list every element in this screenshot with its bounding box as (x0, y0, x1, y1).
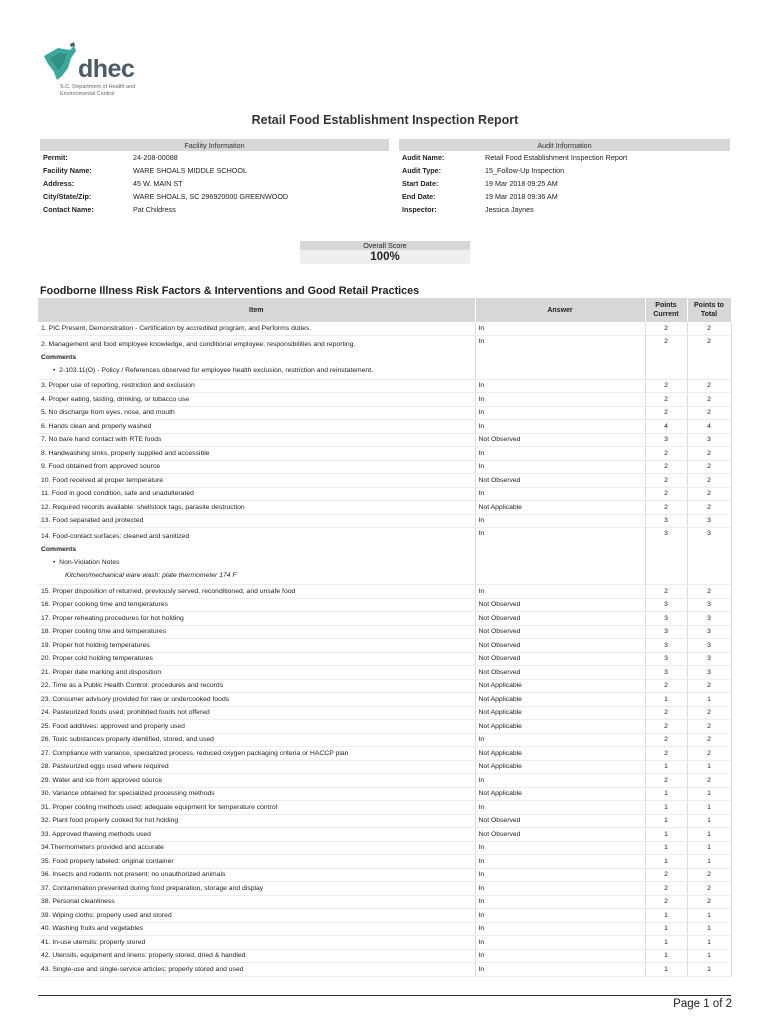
table-row (38, 909, 731, 923)
item-points-total: 2 (687, 460, 731, 474)
comments-heading: Comments (41, 546, 77, 553)
item-answer: In (475, 733, 645, 747)
item-text: 3. Proper use of reporting, restriction and exclusion (41, 382, 195, 390)
item-answer: In (475, 855, 645, 869)
item-text: 19. Proper hot holding temperatures (41, 641, 150, 649)
info-row (40, 190, 730, 203)
item-points-current: 2 (645, 460, 687, 474)
item-points-current: 2 (645, 322, 687, 335)
item-text: 8. Handwashing sinks, properly supplied and accessible (41, 449, 210, 457)
item-points-total: 4 (687, 420, 731, 434)
item-points-total: 2 (687, 882, 731, 896)
info-row (40, 164, 730, 177)
item-answer: Not Observed (475, 639, 645, 653)
item-points-current: 3 (645, 666, 687, 680)
item-answer: Not Observed (475, 666, 645, 680)
item-text: 28. Pasteurized eggs used where required (41, 763, 169, 771)
item-text: 7. No bare hand contact with RTE foods (41, 436, 162, 444)
item-points-current: 2 (645, 379, 687, 393)
item-text: 17. Proper reheating procedures for hot holding (41, 614, 184, 622)
item-answer: In (475, 420, 645, 434)
item-points-total: 2 (687, 335, 731, 379)
table-row (38, 693, 731, 707)
item-text: 26. Toxic substances properly identified, stored, and used (41, 736, 214, 744)
item-points-current: 2 (645, 774, 687, 788)
comments-heading: Comments (41, 353, 77, 361)
facility-label: Facility Name: (43, 166, 92, 175)
item-points-total: 2 (687, 379, 731, 393)
item-points-total: 2 (687, 487, 731, 501)
item-points-current: 3 (645, 652, 687, 666)
facility-value: WARE SHOALS, SC 296920000 GREENWOOD (133, 192, 289, 201)
item-text: 14. Food-contact surfaces: cleaned and sanitized (41, 533, 190, 540)
item-points-total: 1 (687, 855, 731, 869)
audit-value: 19 Mar 2018 09:25 AM (485, 179, 558, 188)
comment-bullet (41, 556, 472, 569)
item-points-current: 1 (645, 963, 687, 977)
table-row (38, 922, 731, 936)
item-points-total: 3 (687, 625, 731, 639)
item-answer: Not Observed (475, 652, 645, 666)
item-text: 39. Wiping cloths: properly used and stored (41, 911, 172, 919)
audit-label: End Date: (402, 192, 436, 201)
item-points-total: 2 (687, 706, 731, 720)
table-row (38, 625, 731, 639)
item-points-total: 2 (687, 585, 731, 599)
table-header-row (38, 298, 731, 322)
comment-bullet (41, 364, 472, 377)
audit-value: 15_Follow-Up Inspection (485, 166, 565, 175)
item-points-total: 3 (687, 652, 731, 666)
table-row (38, 787, 731, 801)
item-points-current: 2 (645, 679, 687, 693)
item-text: 24. Pasteurized foods used; prohibited foods not offered (41, 709, 210, 717)
item-answer: Not Observed (475, 612, 645, 626)
item-text: 41. In-use utensils: properly stored (41, 938, 146, 946)
facility-value: WARE SHOALS MIDDLE SCHOOL (133, 166, 247, 175)
item-points-total: 1 (687, 760, 731, 774)
item-points-total: 2 (687, 747, 731, 761)
item-points-current: 2 (645, 895, 687, 909)
item-points-current: 2 (645, 474, 687, 488)
item-answer: In (475, 801, 645, 815)
item-text: 31. Proper cooling methods used; adequate equipment for temperature control (41, 803, 278, 811)
item-answer: In (475, 514, 645, 528)
item-points-current: 1 (645, 693, 687, 707)
item-points-total: 1 (687, 841, 731, 855)
table-row (38, 406, 731, 420)
item-points-current: 2 (645, 868, 687, 882)
item-points-current: 1 (645, 949, 687, 963)
item-points-current: 3 (645, 528, 687, 585)
item-text: 10. Food received at proper temperature (41, 476, 164, 484)
table-row (38, 720, 731, 734)
item-points-total: 3 (687, 433, 731, 447)
item-text: 2. Management and food employee knowledge, and conditional employee; responsibilities and reporting. (41, 340, 356, 348)
item-points-current: 1 (645, 828, 687, 842)
item-points-total: 2 (687, 406, 731, 420)
audit-value: Retail Food Establishment Inspection Report (485, 153, 628, 162)
item-points-total: 2 (687, 322, 731, 335)
item-answer: In (475, 895, 645, 909)
item-answer: Not Observed (475, 474, 645, 488)
item-answer: Not Applicable (475, 679, 645, 693)
comment-text: Non-Violation Notes (59, 559, 120, 566)
item-answer: In (475, 774, 645, 788)
item-answer: Not Applicable (475, 706, 645, 720)
page-number: Page 1 of 2 (673, 998, 732, 1010)
facility-value: Pat Childress (133, 205, 176, 214)
table-row (38, 585, 731, 599)
item-answer: In (475, 487, 645, 501)
item-text: 33. Approved thawing methods used (41, 830, 151, 838)
item-points-total: 1 (687, 936, 731, 950)
table-row (38, 612, 731, 626)
table-row (38, 814, 731, 828)
audit-info-header: Audit Information (399, 139, 730, 151)
facility-label: City/State/Zip: (43, 192, 92, 201)
item-text: 29. Water and ice from approved source (41, 776, 163, 784)
item-text: 25. Food additives: approved and properly used (41, 722, 185, 730)
item-points-total: 2 (687, 679, 731, 693)
table-row (38, 747, 731, 761)
item-points-total: 2 (687, 733, 731, 747)
item-text: 9. Food obtained from approved source (41, 463, 161, 471)
item-answer: Not Observed (475, 598, 645, 612)
item-text: 30. Variance obtained for specialized processing methods (41, 790, 215, 798)
item-points-total: 2 (687, 774, 731, 788)
audit-value: 19 Mar 2018 09:36 AM (485, 192, 558, 201)
item-text: 37. Contamination prevented during food preparation, storage and display (41, 884, 264, 892)
item-text: 1. PIC Present, Demonstration - Certification by accredited program, and Performs duties. (41, 324, 312, 332)
item-answer: Not Applicable (475, 693, 645, 707)
info-row (40, 151, 730, 164)
item-points-total: 3 (687, 514, 731, 528)
item-answer: In (475, 447, 645, 461)
item-text: 43. Single-use and single-service articles; properly stored and used (41, 965, 244, 973)
item-points-total: 3 (687, 598, 731, 612)
item-points-total: 1 (687, 787, 731, 801)
item-points-current: 2 (645, 447, 687, 461)
comment-text: 2-103.11(O) - Policy / References observed for employee health exclusion, restriction and reinstatement. (59, 366, 373, 374)
info-header-row (40, 139, 730, 151)
section-title: Foodborne Illness Risk Factors & Interventions and Good Retail Practices (40, 285, 420, 297)
item-points-current: 2 (645, 706, 687, 720)
logo-wordmark: dhec (78, 55, 135, 83)
table-row (38, 949, 731, 963)
item-points-current: 1 (645, 855, 687, 869)
item-points-current: 1 (645, 814, 687, 828)
item-text: 42. Utensils, equipment and linens: properly stored, dried & handled (41, 952, 246, 960)
item-points-current: 1 (645, 922, 687, 936)
table-row (38, 379, 731, 393)
table-row (38, 433, 731, 447)
item-text: 35. Food properly labeled: original container (41, 857, 174, 865)
table-row (38, 868, 731, 882)
table-row (38, 447, 731, 461)
table-row (38, 801, 731, 815)
audit-label: Inspector: (402, 205, 437, 214)
table-row (38, 393, 731, 407)
table-row (38, 855, 731, 869)
item-text: 20. Proper cold holding temperatures (41, 655, 153, 663)
audit-label: Audit Type: (402, 166, 441, 175)
item-answer: Not Applicable (475, 787, 645, 801)
item-points-current: 1 (645, 909, 687, 923)
item-answer: In (475, 406, 645, 420)
item-answer: In (475, 379, 645, 393)
item-answer: Not Observed (475, 433, 645, 447)
item-answer: In (475, 460, 645, 474)
item-answer: In (475, 868, 645, 882)
item-points-total: 2 (687, 895, 731, 909)
table-row (38, 882, 731, 896)
item-points-total: 1 (687, 949, 731, 963)
item-points-total: 1 (687, 814, 731, 828)
item-text: 11. Food in good condition, safe and unadulterated (41, 490, 194, 498)
item-points-current: 1 (645, 787, 687, 801)
item-answer: In (475, 963, 645, 977)
item-points-current: 2 (645, 720, 687, 734)
comment-note: Kitchen/mechanical ware wash: plate thermometer 174 F (65, 572, 237, 579)
report-title: Retail Food Establishment Inspection Report (251, 113, 519, 127)
item-text: 6. Hands clean and properly washed (41, 422, 152, 430)
info-table (40, 139, 730, 216)
item-text: 38. Personal cleanliness (41, 898, 115, 906)
item-answer: Not Applicable (475, 760, 645, 774)
item-text: 5. No discharge from eyes, nose, and mouth (41, 409, 175, 417)
info-row (40, 203, 730, 216)
facility-value: 45 W. MAIN ST (133, 179, 183, 188)
table-row (38, 666, 731, 680)
footer-divider (38, 995, 731, 996)
table-row (38, 706, 731, 720)
item-points-current: 2 (645, 882, 687, 896)
item-answer: In (475, 841, 645, 855)
facility-value: 24-208-00088 (133, 153, 178, 162)
item-points-total: 2 (687, 720, 731, 734)
audit-label: Audit Name: (402, 153, 445, 162)
item-answer: Not Applicable (475, 501, 645, 515)
table-row (38, 963, 731, 977)
item-text: 32. Plant food properly cooked for hot holding (41, 817, 179, 825)
item-text: 13. Food separated and protected (41, 517, 144, 525)
item-text: 12. Required records available: shellstock tags, parasite destruction (41, 503, 245, 511)
items-body (38, 322, 731, 976)
table-row (38, 528, 731, 585)
column-header-item: Item (38, 298, 475, 322)
overall-score-label: Overall Score (300, 241, 470, 250)
item-text: 23. Consumer advisory provided for raw or undercooked foods (41, 695, 230, 703)
item-points-total: 2 (687, 393, 731, 407)
item-answer: In (475, 909, 645, 923)
item-text: 34.Thermometers provided and accurate (41, 844, 164, 852)
item-points-total: 3 (687, 639, 731, 653)
item-answer: In (475, 922, 645, 936)
item-points-total: 1 (687, 909, 731, 923)
item-points-total: 1 (687, 828, 731, 842)
item-points-current: 4 (645, 420, 687, 434)
item-points-current: 3 (645, 514, 687, 528)
item-points-current: 1 (645, 841, 687, 855)
logo-subtitle: S.C. Department of Health and Environmental Control (60, 84, 136, 97)
item-points-current: 3 (645, 639, 687, 653)
table-row (38, 760, 731, 774)
item-points-current: 2 (645, 747, 687, 761)
item-text: 22. Time as a Public Health Control: procedures and records (41, 682, 224, 690)
item-points-current: 1 (645, 760, 687, 774)
item-answer: In (475, 335, 645, 379)
item-points-total: 3 (687, 528, 731, 585)
facility-label: Address: (43, 179, 75, 188)
item-points-current: 2 (645, 335, 687, 379)
item-answer: In (475, 949, 645, 963)
item-points-total: 2 (687, 474, 731, 488)
bullet-icon: • (53, 366, 60, 374)
item-points-current: 3 (645, 625, 687, 639)
item-text: 36. Insects and rodents not present; no unauthorized animals (41, 871, 226, 879)
table-row (38, 841, 731, 855)
overall-score-value: 100% (300, 250, 470, 264)
info-row (40, 177, 730, 190)
table-row (38, 420, 731, 434)
column-header-points-current: Points Current (645, 298, 687, 322)
facility-label: Permit: (43, 153, 68, 162)
column-header-answer: Answer (475, 298, 645, 322)
item-answer: In (475, 322, 645, 335)
item-answer: Not Observed (475, 828, 645, 842)
item-points-current: 2 (645, 487, 687, 501)
item-text: 18. Proper cooling time and temperatures (41, 628, 167, 636)
item-points-total: 1 (687, 963, 731, 977)
facility-label: Contact Name: (43, 205, 94, 214)
item-points-total: 1 (687, 693, 731, 707)
item-points-total: 3 (687, 612, 731, 626)
facility-info-header: Facility Information (40, 139, 389, 151)
item-points-current: 3 (645, 598, 687, 612)
item-points-total: 2 (687, 868, 731, 882)
item-answer: In (475, 936, 645, 950)
item-points-total: 2 (687, 501, 731, 515)
item-points-current: 1 (645, 936, 687, 950)
bullet-icon: • (53, 559, 60, 566)
item-points-total: 2 (687, 447, 731, 461)
item-points-total: 3 (687, 666, 731, 680)
table-row (38, 322, 731, 335)
table-row (38, 501, 731, 515)
item-answer: In (475, 393, 645, 407)
table-row (38, 487, 731, 501)
item-points-current: 2 (645, 501, 687, 515)
table-row (38, 895, 731, 909)
item-answer: Not Applicable (475, 720, 645, 734)
item-points-current: 2 (645, 393, 687, 407)
item-points-current: 2 (645, 406, 687, 420)
item-text: 40. Washing fruits and vegetables (41, 925, 144, 933)
item-points-total: 1 (687, 801, 731, 815)
item-answer: Not Observed (475, 814, 645, 828)
table-row (38, 774, 731, 788)
table-row (38, 460, 731, 474)
item-answer: In (475, 585, 645, 599)
item-points-current: 2 (645, 585, 687, 599)
item-points-current: 1 (645, 801, 687, 815)
item-answer: In (475, 528, 645, 585)
item-text: 21. Proper date marking and disposition (41, 668, 162, 676)
table-row (38, 652, 731, 666)
table-row (38, 679, 731, 693)
table-row (38, 936, 731, 950)
audit-label: Start Date: (402, 179, 439, 188)
item-text: 15. Proper disposition of returned, previously served, reconditioned, and unsafe food (41, 587, 296, 595)
item-points-total: 1 (687, 922, 731, 936)
item-points-current: 2 (645, 733, 687, 747)
table-row (38, 335, 731, 379)
inspection-items-table (38, 298, 732, 977)
column-header-points-total: Points to Total (687, 298, 731, 322)
item-text: 4. Proper eating, tasting, drinking, or tobacco use (41, 395, 190, 403)
table-row (38, 514, 731, 528)
item-points-current: 3 (645, 433, 687, 447)
table-row (38, 733, 731, 747)
audit-value: Jessica Jaynes (485, 205, 534, 214)
item-text: 27. Compliance with variance, specialized process, reduced oxygen packaging criteria or HACCP plan (41, 749, 349, 757)
overall-score-box (300, 241, 470, 264)
table-row (38, 474, 731, 488)
item-answer: Not Observed (475, 625, 645, 639)
table-row (38, 598, 731, 612)
item-text: 16. Proper cooking time and temperatures (41, 601, 168, 609)
item-answer: Not Applicable (475, 747, 645, 761)
item-answer: In (475, 882, 645, 896)
table-row (38, 639, 731, 653)
item-points-current: 3 (645, 612, 687, 626)
table-row (38, 828, 731, 842)
